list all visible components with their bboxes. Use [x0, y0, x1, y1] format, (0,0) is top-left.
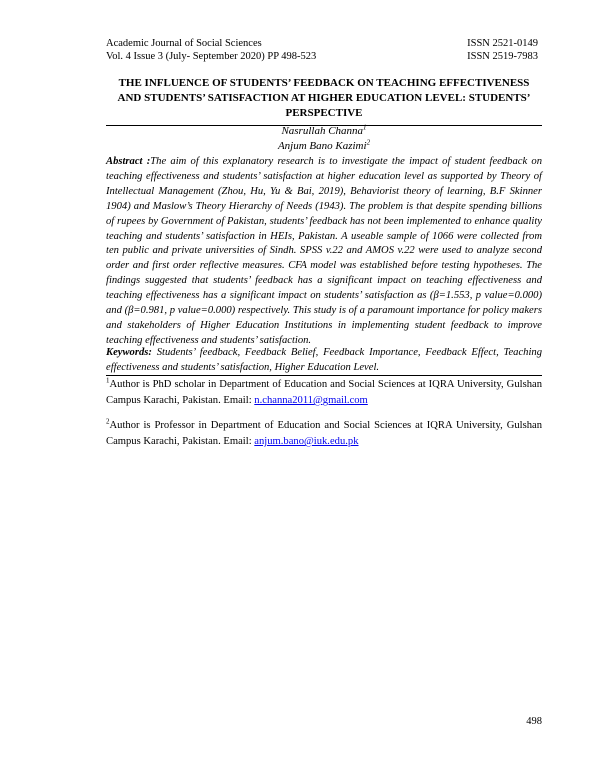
footnote-1-email-link[interactable]: n.channa2011@gmail.com: [254, 395, 368, 406]
keywords-label: Keywords:: [106, 347, 152, 358]
footnote-divider: [106, 375, 542, 376]
footnote-2-email-link[interactable]: anjum.bano@iuk.edu.pk: [254, 436, 359, 447]
running-header-left: [106, 37, 316, 63]
abstract-text: The aim of this explanatory research is to investigate the impact of student feedback on teaching effectiveness and students’ satisfaction at higher education level as supported by Theory of Intellectual Management (Zhou, Hu, Yu & Bai, 2019), Behaviorist theory of learning, B.F Skinner 1904) and Maslow’s Theory Hierarchy of Needs (1943). The problem is that despite spending billions of rupees by Government of Pakistan, students’ feedback has not been implemented to enhance quality teaching and students’ satisfaction in HEIs, Pakistan. A useable sample of 1066 were collected from ten public and private universities of Sindh. SPSS v.22 and AMOS v.22 were used to analyze second order and first order reflective measures. CFA model was established before testing hypotheses. The findings suggested that students’ feedback has a significant impact on teaching effectiveness and teaching effectiveness has a significant impact on students’ satisfaction as (β=1.553, p value=0.000) and (β=0.981, p value=0.000) respectively. This study is of a paramount importance for policy makers and stakeholders of Higher Education Institutions in implementing student feedback to improve teaching effectiveness and students’ satisfaction.: [106, 156, 543, 346]
author-1-mark: 1: [363, 123, 367, 132]
keywords-text: Students’ feedback, Feedback Belief, Feedback Importance, Feedback Effect, Teaching effectiveness and students’ satisfaction, Higher Education Level.: [106, 347, 542, 373]
author-2-mark: 2: [366, 138, 371, 147]
running-header-right: [467, 37, 538, 63]
issn-online: ISSN 2519-7983: [467, 51, 538, 62]
author-1-name: Nasrullah Channa: [281, 125, 364, 137]
footnote-2-text: Author is Professor in Department of Education and Social Sciences at IQRA University, Gulshan Campus Karachi, Pakistan. Email:: [106, 420, 542, 447]
author-1: [106, 124, 542, 138]
footnote-2-mark: 2: [106, 417, 110, 426]
footnote-1-text: Author is PhD scholar in Department of Education and Social Sciences at IQRA University, Gulshan Campus Karachi, Pakistan. Email:: [106, 379, 542, 406]
abstract-label: Abstract :: [106, 156, 151, 167]
keywords: [106, 346, 542, 376]
issn-print: ISSN 2521-0149: [467, 38, 538, 49]
author-2: [106, 139, 542, 153]
footnote-1-mark: 1: [106, 376, 110, 385]
journal-name: Academic Journal of Social Sciences: [106, 38, 262, 49]
footnote-1: [106, 377, 542, 409]
paper-title: THE INFLUENCE OF STUDENTS’ FEEDBACK ON TEACHING EFFECTIVENESS AND STUDENTS’ SATISFACTION AT HIGHER EDUCATION LEVEL: STUDENTS’ PERSPECTIVE: [117, 77, 531, 119]
page-number: 498: [526, 716, 542, 727]
footnote-2: [106, 418, 542, 450]
author-2-name: Anjum Bano Kazimi: [277, 140, 367, 152]
abstract: [106, 155, 542, 349]
issue-info: Vol. 4 Issue 3 (July- September 2020) PP 498-523: [106, 51, 317, 62]
